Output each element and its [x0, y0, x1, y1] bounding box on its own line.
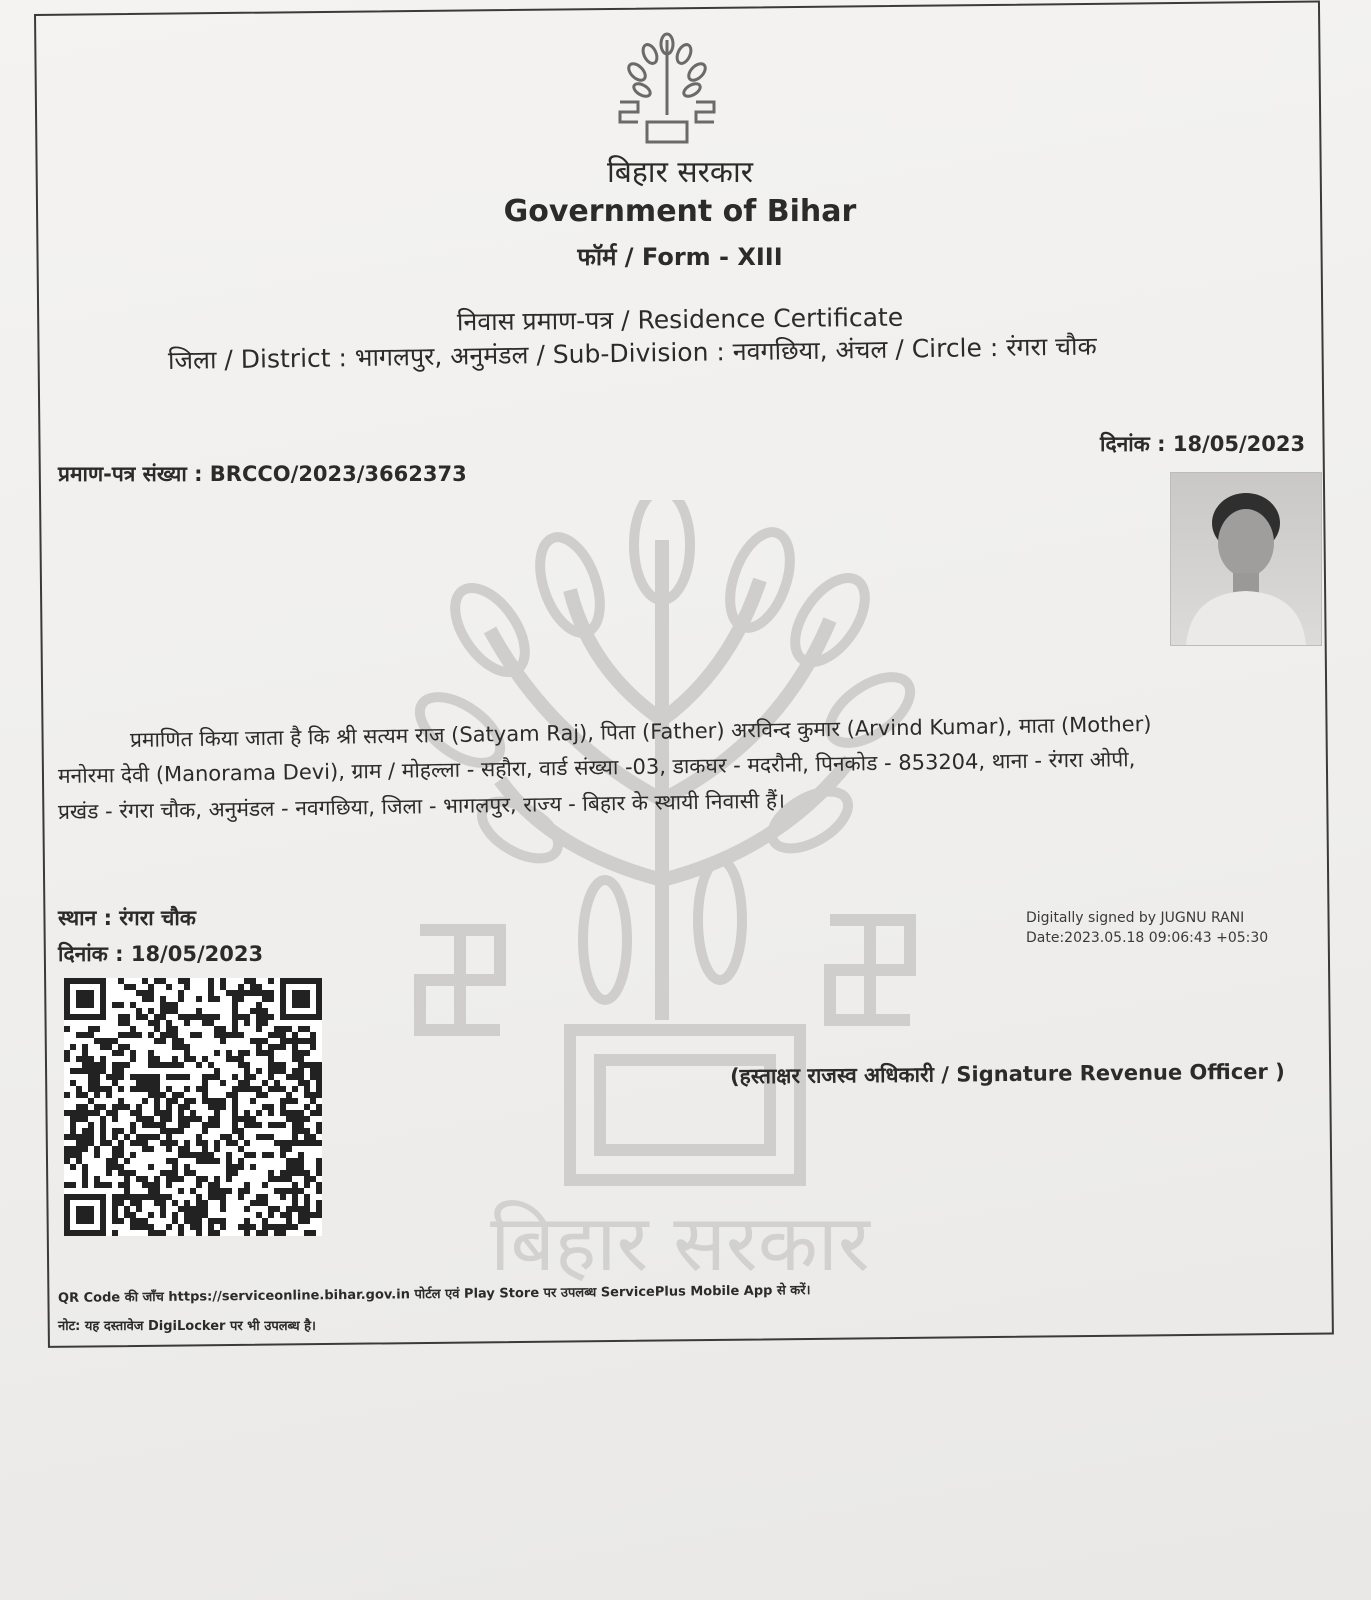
body-line-1: प्रमाणित किया जाता है कि श्री सत्यम राज (Satyam Raj), पिता (Father) अरविन्द कुमार (Arvind Kumar), माता (Mother): [129, 711, 1152, 752]
certificate-number: प्रमाण-पत्र संख्या : BRCCO/2023/3662373: [58, 462, 467, 486]
signature-officer-label: (हस्ताक्षर राजस्व अधिकारी / Signature Revenue Officer ): [729, 1059, 1285, 1089]
bihar-emblem-watermark: [400, 500, 960, 1300]
header-title-english: Government of Bihar: [503, 194, 857, 229]
bihar-emblem-logo: [612, 30, 722, 155]
digital-signature-date: Date:2023.05.18 09:06:43 +05:30: [1026, 930, 1269, 946]
issue-date-bottom: दिनांक : 18/05/2023: [58, 942, 264, 966]
header-title-hindi: बिहार सरकार: [606, 155, 754, 190]
body-line-2: मनोरमा देवी (Manorama Devi), ग्राम / मोहल्ला - सहौरा, वार्ड संख्या -03, डाकघर - मदरौनी, पिनकोड - 853204, थाना - रंगरा ओपी,: [57, 747, 1136, 788]
certificate-title: निवास प्रमाण-पत्र / Residence Certificate: [456, 302, 904, 337]
digilocker-note: नोट: यह दस्तावेज DigiLocker पर भी उपलब्ध है।: [58, 1319, 316, 1334]
applicant-photo: [1170, 472, 1322, 646]
watermark-text: बिहार सरकार: [490, 1199, 870, 1289]
form-number: फॉर्म / Form - XIII: [577, 243, 783, 271]
qr-verification-note: QR Code की जाँच https://serviceonline.bihar.gov.in पोर्टल एवं Play Store पर उपलब्ध ServicePlus Mobile App से करें।: [57, 1283, 811, 1306]
qr-code[interactable]: [64, 978, 322, 1236]
digital-signature-name: Digitally signed by JUGNU RANI: [1026, 910, 1245, 926]
place-label: स्थान : रंगरा चौक: [58, 906, 196, 930]
issue-date-top: दिनांक : 18/05/2023: [1100, 432, 1306, 456]
body-line-3: प्रखंड - रंगरा चौक, अनुमंडल - नवगछिया, जिला - भागलपुर, राज्य - बिहार के स्थायी निवासी हैं।: [57, 788, 786, 824]
jurisdiction-line: जिला / District : भागलपुर, अनुमंडल / Sub-Division : नवगछिया, अंचल / Circle : रंगरा चौक: [167, 331, 1097, 375]
